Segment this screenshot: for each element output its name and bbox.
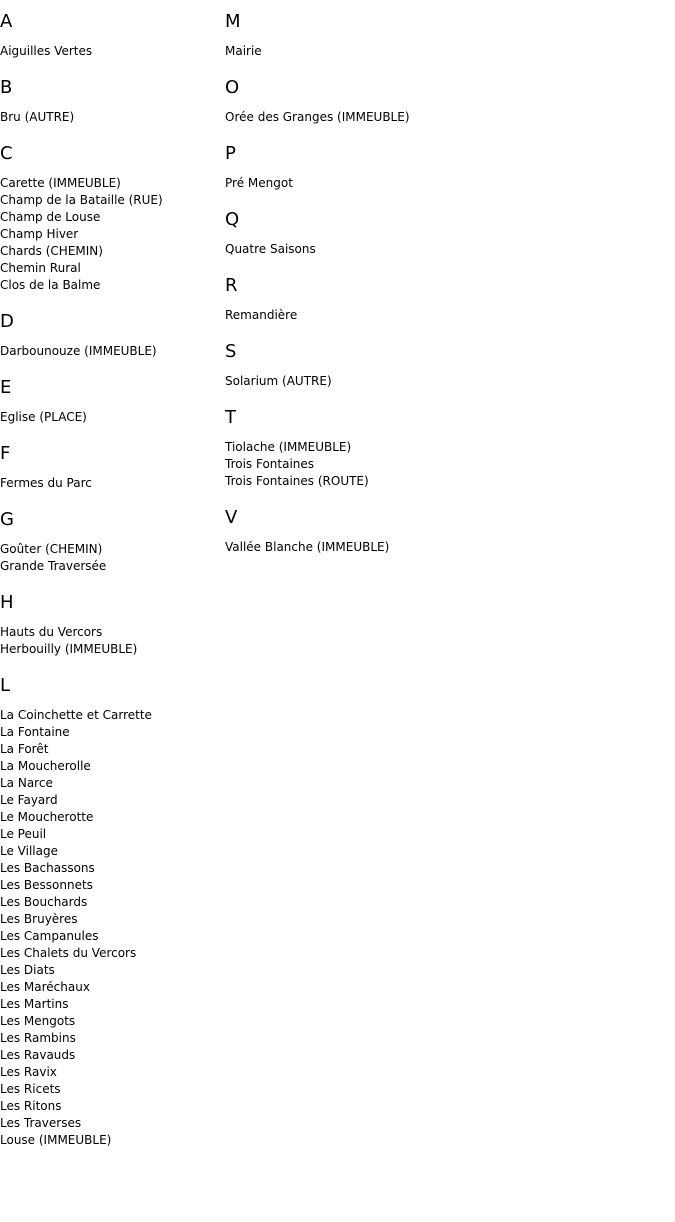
street-link-les-diats[interactable]: Les Diats bbox=[0, 963, 55, 977]
street-link-la-moucherolle[interactable]: La Moucherolle bbox=[0, 759, 91, 773]
letter-group-q bbox=[225, 208, 665, 258]
street-link-quatre-saisons[interactable]: Quatre Saisons bbox=[225, 242, 316, 256]
street-link-louse-immeuble[interactable]: Louse (IMMEUBLE) bbox=[0, 1133, 112, 1147]
street-link-hauts-du-vercors[interactable]: Hauts du Vercors bbox=[0, 625, 103, 639]
street-link-tiolache-immeuble[interactable]: Tiolache (IMMEUBLE) bbox=[225, 440, 352, 454]
street-link-les-ravix[interactable]: Les Ravix bbox=[0, 1065, 57, 1079]
letter-heading: A bbox=[0, 11, 13, 32]
street-link-les-ritons[interactable]: Les Ritons bbox=[0, 1099, 62, 1113]
street-link-champ-hiver[interactable]: Champ Hiver bbox=[0, 227, 79, 241]
letter-heading: G bbox=[0, 509, 14, 530]
street-link-herbouilly-immeuble[interactable]: Herbouilly (IMMEUBLE) bbox=[0, 642, 138, 656]
letter-group-s bbox=[225, 340, 665, 390]
street-link-pre-mengot[interactable]: Pré Mengot bbox=[225, 176, 293, 190]
letter-group-g bbox=[0, 508, 220, 575]
street-link-le-fayard[interactable]: Le Fayard bbox=[0, 793, 58, 807]
letter-heading: E bbox=[0, 377, 12, 398]
letter-group-b bbox=[0, 76, 220, 126]
street-link-trois-fontaines[interactable]: Trois Fontaines bbox=[225, 457, 315, 471]
street-link-le-moucherotte[interactable]: Le Moucherotte bbox=[0, 810, 94, 824]
street-link-les-bouchards[interactable]: Les Bouchards bbox=[0, 895, 88, 909]
street-link-champ-de-louse[interactable]: Champ de Louse bbox=[0, 210, 101, 224]
index-column-right bbox=[225, 10, 665, 572]
letter-heading: S bbox=[225, 341, 237, 362]
letter-heading: D bbox=[0, 311, 14, 332]
letter-heading: F bbox=[0, 443, 11, 464]
index-column-left bbox=[0, 10, 220, 1165]
street-link-bru-autre[interactable]: Bru (AUTRE) bbox=[0, 110, 75, 124]
letter-heading: Q bbox=[225, 209, 240, 230]
letter-group-a bbox=[0, 10, 220, 60]
letter-heading: H bbox=[0, 592, 14, 613]
street-link-solarium-autre[interactable]: Solarium (AUTRE) bbox=[225, 374, 332, 388]
street-link-chemin-rural[interactable]: Chemin Rural bbox=[0, 261, 81, 275]
street-link-les-martins[interactable]: Les Martins bbox=[0, 997, 69, 1011]
letter-group-r bbox=[225, 274, 665, 324]
street-link-les-rambins[interactable]: Les Rambins bbox=[0, 1031, 76, 1045]
street-link-vallee-blanche-immeuble[interactable]: Vallée Blanche (IMMEUBLE) bbox=[225, 540, 390, 554]
letter-heading: O bbox=[225, 77, 240, 98]
street-link-les-ricets[interactable]: Les Ricets bbox=[0, 1082, 61, 1096]
letter-heading: R bbox=[225, 275, 238, 296]
letter-group-t bbox=[225, 406, 665, 490]
street-link-les-marechaux[interactable]: Les Maréchaux bbox=[0, 980, 90, 994]
letter-group-o bbox=[225, 76, 665, 126]
street-link-les-campanules[interactable]: Les Campanules bbox=[0, 929, 99, 943]
street-link-aiguilles-vertes[interactable]: Aiguilles Vertes bbox=[0, 44, 93, 58]
letter-group-c bbox=[0, 142, 220, 294]
street-link-champ-de-la-bataille-rue[interactable]: Champ de la Bataille (RUE) bbox=[0, 193, 163, 207]
street-link-les-ravauds[interactable]: Les Ravauds bbox=[0, 1048, 76, 1062]
letter-heading: T bbox=[225, 407, 236, 428]
street-link-oree-des-granges-immeuble[interactable]: Orée des Granges (IMMEUBLE) bbox=[225, 110, 410, 124]
letter-group-e bbox=[0, 376, 220, 426]
street-link-les-chalets-du-vercors[interactable]: Les Chalets du Vercors bbox=[0, 946, 137, 960]
letter-heading: V bbox=[225, 507, 238, 528]
letter-group-d bbox=[0, 310, 220, 360]
letter-heading: M bbox=[225, 11, 241, 32]
letter-heading: L bbox=[0, 675, 11, 696]
street-link-les-bessonnets[interactable]: Les Bessonnets bbox=[0, 878, 93, 892]
letter-group-m bbox=[225, 10, 665, 60]
letter-heading: C bbox=[0, 143, 13, 164]
letter-heading: B bbox=[0, 77, 13, 98]
street-link-la-fontaine[interactable]: La Fontaine bbox=[0, 725, 70, 739]
street-link-la-foret[interactable]: La Forêt bbox=[0, 742, 49, 756]
letter-group-h bbox=[0, 591, 220, 658]
street-link-clos-de-la-balme[interactable]: Clos de la Balme bbox=[0, 278, 101, 292]
street-link-remandiere[interactable]: Remandière bbox=[225, 308, 298, 322]
street-link-la-coinchette-et-carrette[interactable]: La Coinchette et Carrette bbox=[0, 708, 152, 722]
street-link-la-narce[interactable]: La Narce bbox=[0, 776, 53, 790]
street-link-chards-chemin[interactable]: Chards (CHEMIN) bbox=[0, 244, 103, 258]
street-link-eglise-place[interactable]: Eglise (PLACE) bbox=[0, 410, 87, 424]
letter-heading: P bbox=[225, 143, 236, 164]
street-link-les-bruyeres[interactable]: Les Bruyères bbox=[0, 912, 78, 926]
street-link-le-peuil[interactable]: Le Peuil bbox=[0, 827, 47, 841]
street-link-mairie[interactable]: Mairie bbox=[225, 44, 262, 58]
letter-group-p bbox=[225, 142, 665, 192]
street-link-les-traverses[interactable]: Les Traverses bbox=[0, 1116, 82, 1130]
street-link-trois-fontaines-route[interactable]: Trois Fontaines (ROUTE) bbox=[225, 474, 369, 488]
letter-group-l bbox=[0, 674, 220, 1149]
street-link-fermes-du-parc[interactable]: Fermes du Parc bbox=[0, 476, 92, 490]
street-link-le-village[interactable]: Le Village bbox=[0, 844, 58, 858]
street-link-les-mengots[interactable]: Les Mengots bbox=[0, 1014, 76, 1028]
letter-group-v bbox=[225, 506, 665, 556]
street-link-darbounouze-immeuble[interactable]: Darbounouze (IMMEUBLE) bbox=[0, 344, 157, 358]
street-link-gouter-chemin[interactable]: Goûter (CHEMIN) bbox=[0, 542, 103, 556]
street-link-carette-immeuble[interactable]: Carette (IMMEUBLE) bbox=[0, 176, 121, 190]
street-link-grande-traversee[interactable]: Grande Traversée bbox=[0, 559, 107, 573]
letter-group-f bbox=[0, 442, 220, 492]
street-link-les-bachassons[interactable]: Les Bachassons bbox=[0, 861, 95, 875]
